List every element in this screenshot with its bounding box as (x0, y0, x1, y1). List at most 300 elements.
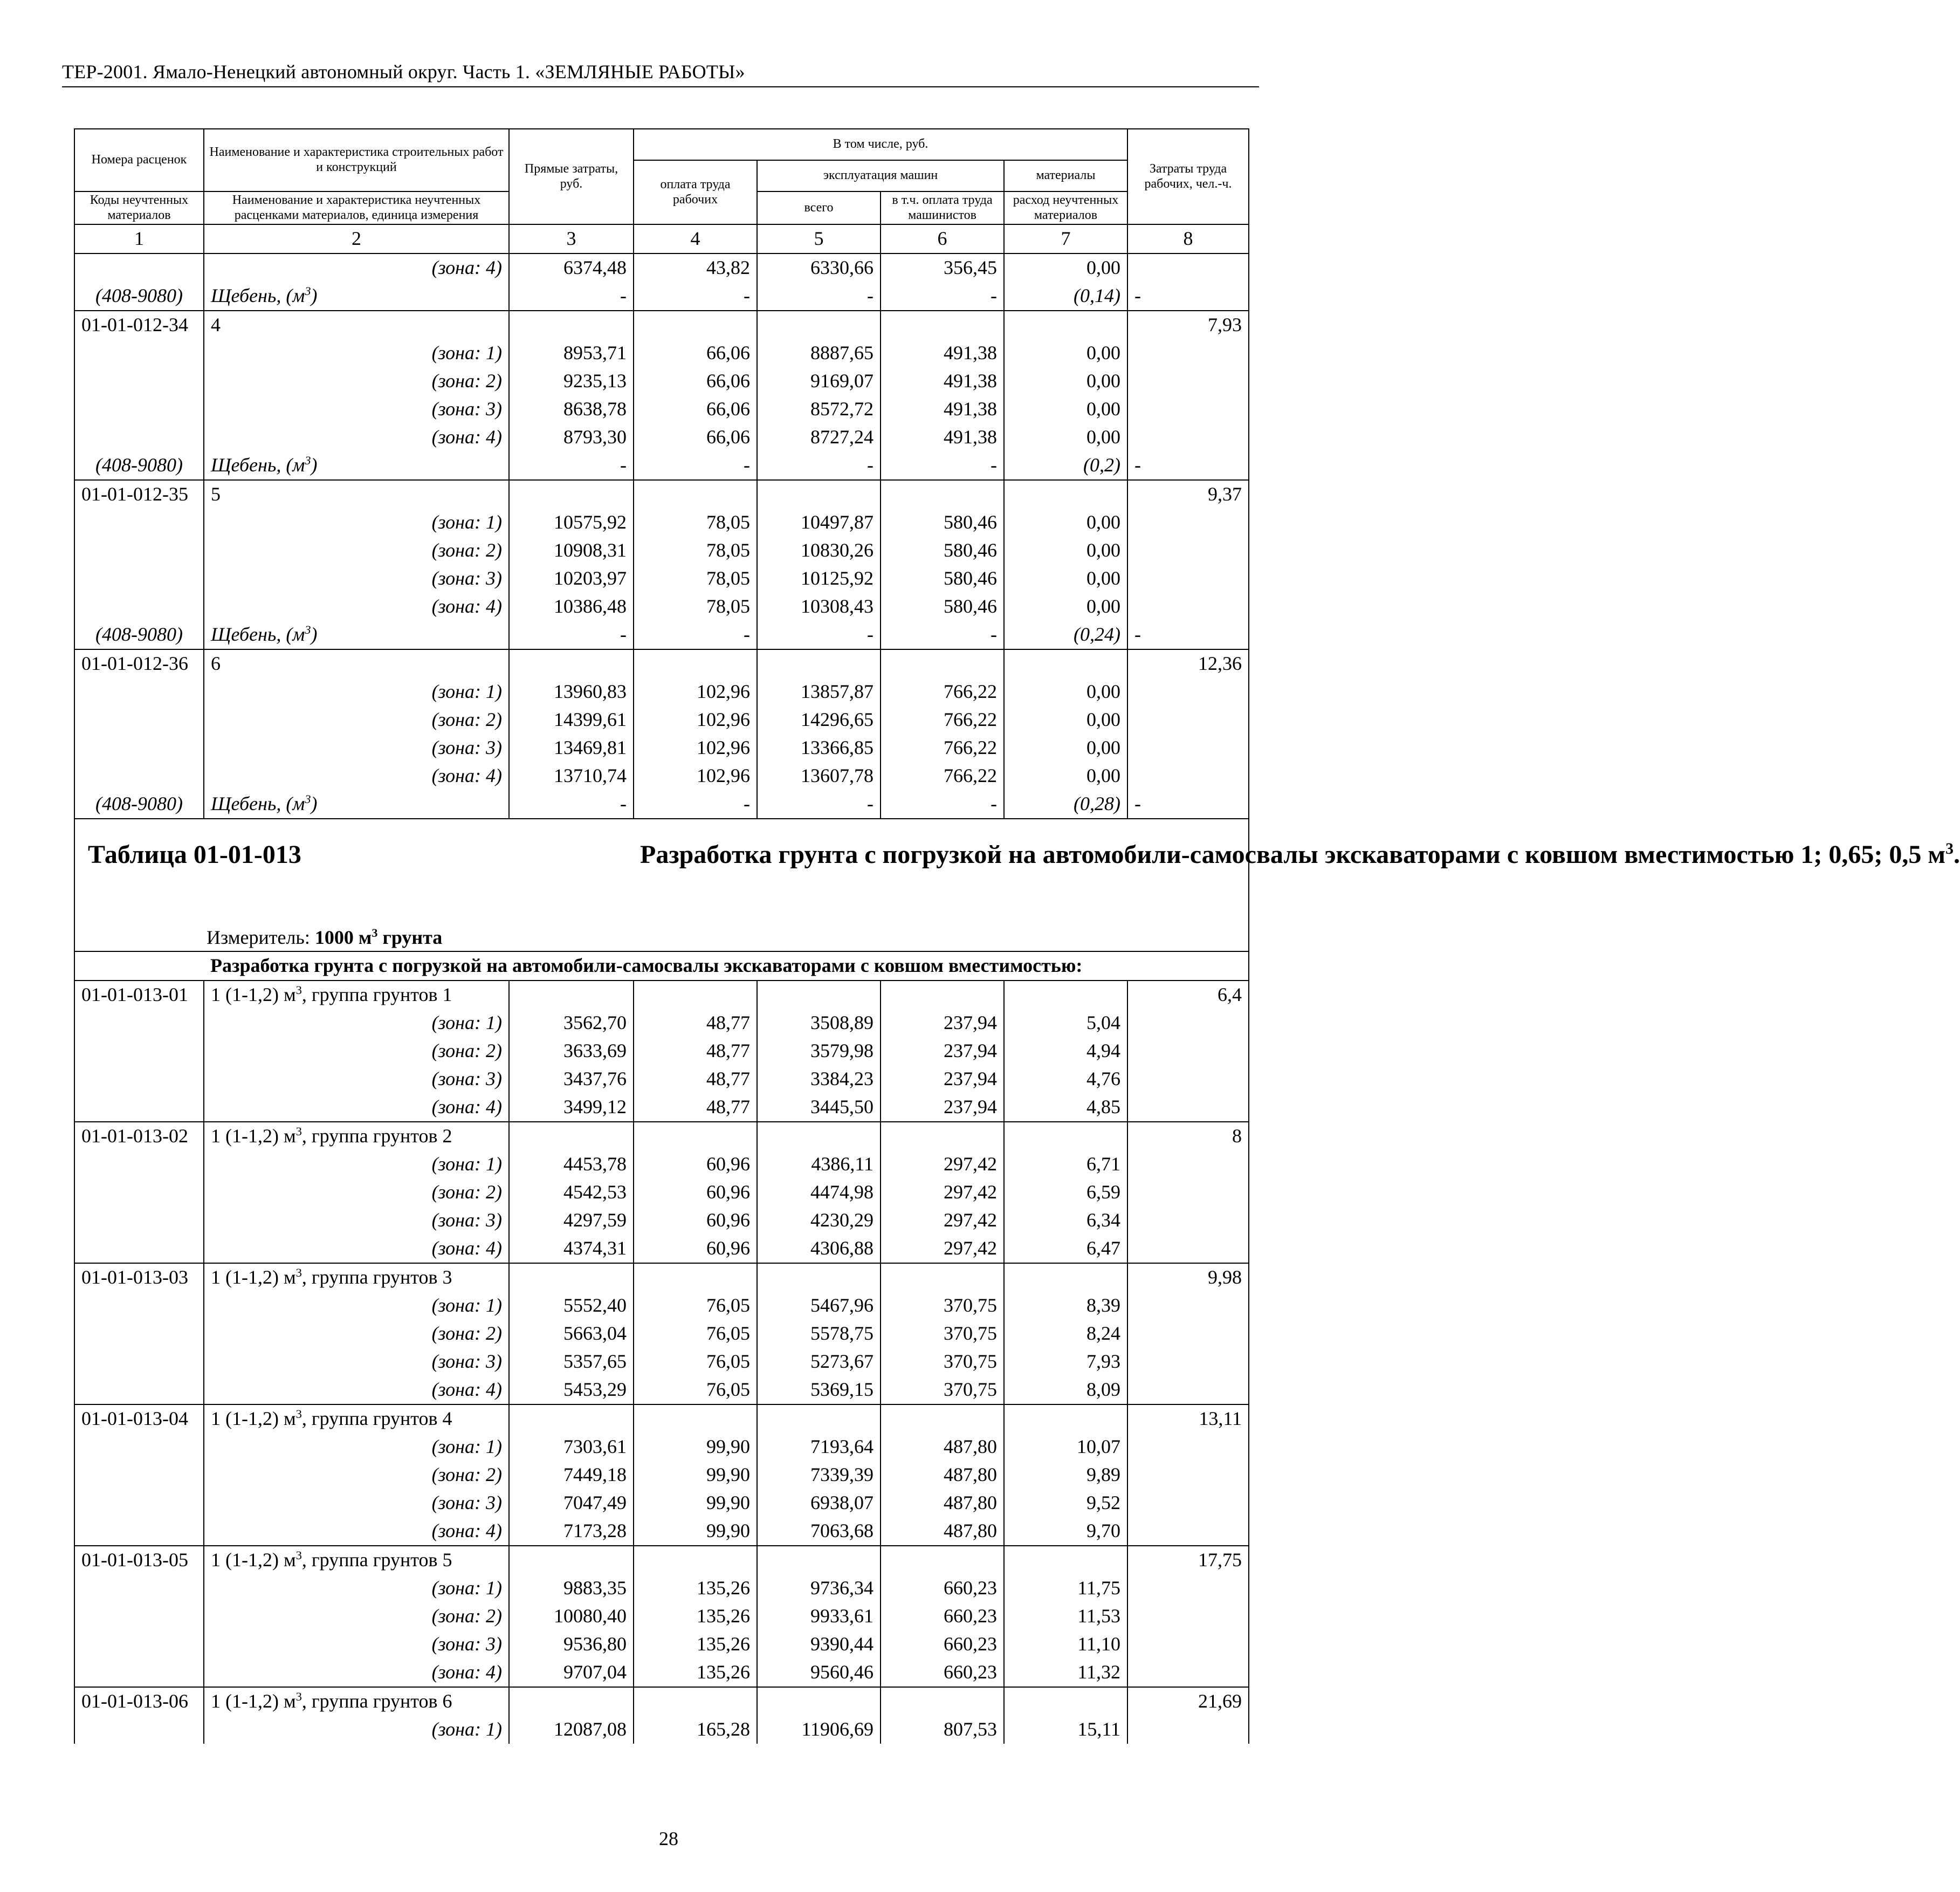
table-row (74, 1348, 1249, 1376)
work-description: (зона: 4) (204, 1235, 509, 1263)
worker-wage (634, 649, 757, 678)
table-title-cell (634, 819, 1960, 951)
machines-total: 5578,75 (757, 1320, 881, 1348)
labor-cost: 13,11 (1127, 1404, 1249, 1433)
work-description: (зона: 2) (204, 1602, 509, 1630)
material-use: 0,00 (1004, 423, 1127, 451)
labor-cost: 9,37 (1127, 480, 1249, 509)
rate-code: 01-01-013-01 (74, 981, 204, 1009)
machinist-wage (881, 649, 1004, 678)
machines-total: 10125,92 (757, 565, 881, 593)
machines-total (757, 1546, 881, 1574)
material-quantity: (0,14) (1004, 282, 1127, 311)
worker-wage: 135,26 (634, 1602, 757, 1630)
direct-cost: 9536,80 (509, 1630, 634, 1658)
worker-wage (634, 480, 757, 509)
worker-wage: 78,05 (634, 565, 757, 593)
labor-cost (1127, 706, 1249, 734)
direct-cost: 10575,92 (509, 509, 634, 537)
machines-total: 9169,07 (757, 367, 881, 395)
material-use: 0,00 (1004, 734, 1127, 762)
unit-power: 3 (295, 1125, 302, 1139)
work-description: (зона: 2) (204, 537, 509, 565)
machinist-wage: 370,75 (881, 1348, 1004, 1376)
rate-code (74, 1348, 204, 1376)
dash: - (634, 621, 757, 649)
work-description: 5 (204, 480, 509, 509)
machines-total: 8727,24 (757, 423, 881, 451)
section-heading: Разработка грунта с погрузкой на автомобили-самосвалы экскаваторами с ковшом вместимостью: (204, 951, 1249, 981)
direct-cost: 10203,97 (509, 565, 634, 593)
work-description: (зона: 2) (204, 706, 509, 734)
unit-power: 3 (305, 284, 311, 298)
direct-cost: 3633,69 (509, 1037, 634, 1065)
rate-code (74, 423, 204, 451)
machinist-wage: 487,80 (881, 1489, 1004, 1517)
work-description: (зона: 1) (204, 1716, 509, 1744)
material-use: 9,70 (1004, 1517, 1127, 1546)
table-row (74, 1630, 1249, 1658)
work-description: (зона: 1) (204, 1574, 509, 1602)
machines-total: 3579,98 (757, 1037, 881, 1065)
machines-total (757, 1122, 881, 1150)
machines-total: 4230,29 (757, 1207, 881, 1235)
rate-code (74, 1517, 204, 1546)
dash: - (757, 451, 881, 480)
machinist-wage: 580,46 (881, 593, 1004, 621)
worker-wage: 99,90 (634, 1461, 757, 1489)
page-number: 28 (659, 1828, 678, 1849)
machines-total: 5467,96 (757, 1292, 881, 1320)
material-name-text: Щебень, (м (211, 793, 305, 815)
work-description: (зона: 3) (204, 1630, 509, 1658)
machinist-wage: 660,23 (881, 1630, 1004, 1658)
col-number: 4 (634, 224, 757, 253)
rate-code (74, 1602, 204, 1630)
labor-cost (1127, 1602, 1249, 1630)
table-row (74, 395, 1249, 423)
machinist-wage: 580,46 (881, 537, 1004, 565)
rate-code: 01-01-012-35 (74, 480, 204, 509)
labor-cost: 17,75 (1127, 1546, 1249, 1574)
work-name-text: , группа грунтов 4 (301, 1408, 452, 1430)
direct-cost: 5453,29 (509, 1376, 634, 1404)
direct-cost: 9707,04 (509, 1658, 634, 1687)
worker-wage: 48,77 (634, 1093, 757, 1122)
labor-cost (1127, 1235, 1249, 1263)
material-use: 9,52 (1004, 1489, 1127, 1517)
rate-code (74, 1292, 204, 1320)
material-use (1004, 480, 1127, 509)
material-code: (408-9080) (74, 621, 204, 649)
dash: - (509, 790, 634, 819)
worker-wage: 48,77 (634, 1009, 757, 1037)
material-use: 11,10 (1004, 1630, 1127, 1658)
material-use: 10,07 (1004, 1433, 1127, 1461)
worker-wage: 43,82 (634, 253, 757, 282)
direct-cost: 4453,78 (509, 1150, 634, 1178)
direct-cost: 9235,13 (509, 367, 634, 395)
col-head-including: В том числе, руб. (634, 129, 1127, 160)
worker-wage (634, 311, 757, 339)
unit-power: 3 (305, 792, 311, 806)
work-description: (зона: 2) (204, 1037, 509, 1065)
labor-cost (1127, 253, 1249, 282)
machines-total: 10308,43 (757, 593, 881, 621)
table-row (74, 565, 1249, 593)
material-use (1004, 1687, 1127, 1716)
labor-cost (1127, 1150, 1249, 1178)
col-head-material-codes: Коды неучтенных материалов (74, 191, 204, 224)
material-use: 0,00 (1004, 395, 1127, 423)
material-use: 0,00 (1004, 537, 1127, 565)
table-row (74, 1292, 1249, 1320)
work-description: (зона: 3) (204, 565, 509, 593)
direct-cost: 12087,08 (509, 1716, 634, 1744)
labor-cost: 12,36 (1127, 649, 1249, 678)
machines-total: 9560,46 (757, 1658, 881, 1687)
table-row (74, 593, 1249, 621)
material-use: 0,00 (1004, 565, 1127, 593)
material-name-text: Щебень, (м (211, 285, 305, 307)
machines-total (757, 1687, 881, 1716)
labor-cost (1127, 509, 1249, 537)
material-use: 4,76 (1004, 1065, 1127, 1093)
rate-code (74, 1376, 204, 1404)
worker-wage (634, 981, 757, 1009)
worker-wage: 78,05 (634, 509, 757, 537)
dash: - (881, 790, 1004, 819)
worker-wage: 76,05 (634, 1292, 757, 1320)
unit-power: 3 (295, 1266, 302, 1280)
machines-total: 9933,61 (757, 1602, 881, 1630)
table-row (74, 1376, 1249, 1404)
table-row (74, 981, 1249, 1009)
direct-cost: 5663,04 (509, 1320, 634, 1348)
work-description: 6 (204, 649, 509, 678)
labor-cost (1127, 423, 1249, 451)
material-use: 0,00 (1004, 339, 1127, 367)
work-name-text: 1 (1-1,2) м (211, 1549, 296, 1571)
work-description: (зона: 1) (204, 678, 509, 706)
worker-wage (634, 1122, 757, 1150)
material-use: 6,47 (1004, 1235, 1127, 1263)
table-row (74, 819, 1249, 951)
machines-total: 11906,69 (757, 1716, 881, 1744)
machines-total (757, 1263, 881, 1292)
labor-cost: 8 (1127, 1122, 1249, 1150)
material-use: 6,34 (1004, 1207, 1127, 1235)
machinist-wage (881, 311, 1004, 339)
table-row (74, 1263, 1249, 1292)
material-use: 0,00 (1004, 762, 1127, 790)
machines-total: 4306,88 (757, 1235, 881, 1263)
material-name-text: ) (311, 623, 318, 646)
dash: - (509, 282, 634, 311)
unit-power: 3 (295, 1690, 302, 1704)
worker-wage: 60,96 (634, 1150, 757, 1178)
table-row (74, 790, 1249, 819)
table-row (74, 1517, 1249, 1546)
material-name-text: ) (311, 285, 318, 307)
worker-wage: 99,90 (634, 1517, 757, 1546)
table-row (74, 951, 1249, 981)
table-row (74, 1320, 1249, 1348)
labor-cost: 21,69 (1127, 1687, 1249, 1716)
table-row (74, 423, 1249, 451)
table-title (640, 840, 1960, 870)
material-name (204, 451, 509, 480)
table-row (74, 678, 1249, 706)
rate-code (74, 1093, 204, 1122)
labor-cost (1127, 1517, 1249, 1546)
rate-code (74, 593, 204, 621)
work-name-text: 1 (1-1,2) м (211, 1125, 296, 1147)
labor-cost (1127, 678, 1249, 706)
table-row (74, 1150, 1249, 1178)
worker-wage (634, 1404, 757, 1433)
machinist-wage: 491,38 (881, 339, 1004, 367)
material-use: 0,00 (1004, 509, 1127, 537)
machines-total: 4386,11 (757, 1150, 881, 1178)
work-description: (зона: 3) (204, 734, 509, 762)
unit-power: 3 (295, 1407, 302, 1421)
rate-code (74, 678, 204, 706)
material-name-text: ) (311, 454, 318, 476)
work-description (204, 1122, 509, 1150)
worker-wage: 102,96 (634, 734, 757, 762)
work-description: (зона: 1) (204, 1433, 509, 1461)
machines-total (757, 1404, 881, 1433)
work-description: (зона: 3) (204, 1489, 509, 1517)
rate-code (74, 1235, 204, 1263)
table-row (74, 1178, 1249, 1207)
work-description: 4 (204, 311, 509, 339)
rate-code (74, 1150, 204, 1178)
machinist-wage: 487,80 (881, 1433, 1004, 1461)
table-title-text: . (1953, 840, 1960, 869)
material-use: 0,00 (1004, 367, 1127, 395)
rate-code: 01-01-013-03 (74, 1263, 204, 1292)
dash: - (757, 282, 881, 311)
worker-wage: 135,26 (634, 1630, 757, 1658)
material-use (1004, 1546, 1127, 1574)
direct-cost (509, 311, 634, 339)
rate-code (74, 339, 204, 367)
work-name-text: , группа грунтов 2 (301, 1125, 452, 1147)
labor-cost (1127, 734, 1249, 762)
material-use (1004, 1404, 1127, 1433)
machinist-wage: 237,94 (881, 1037, 1004, 1065)
worker-wage: 135,26 (634, 1658, 757, 1687)
table-row (74, 1658, 1249, 1687)
material-code: (408-9080) (74, 451, 204, 480)
work-description: (зона: 3) (204, 1207, 509, 1235)
machines-total: 8887,65 (757, 339, 881, 367)
material-code: (408-9080) (74, 790, 204, 819)
labor-cost (1127, 1009, 1249, 1037)
labor-cost (1127, 1065, 1249, 1093)
machinist-wage: 766,22 (881, 706, 1004, 734)
work-description: (зона: 4) (204, 423, 509, 451)
direct-cost (509, 1404, 634, 1433)
labor-cost (1127, 1574, 1249, 1602)
table-row (74, 1122, 1249, 1150)
machinist-wage: 297,42 (881, 1207, 1004, 1235)
labor-cost (1127, 537, 1249, 565)
material-name-text: Щебень, (м (211, 623, 305, 646)
worker-wage: 60,96 (634, 1207, 757, 1235)
machines-total: 9390,44 (757, 1630, 881, 1658)
material-use: 6,59 (1004, 1178, 1127, 1207)
worker-wage: 48,77 (634, 1065, 757, 1093)
rate-code (74, 367, 204, 395)
dash: - (757, 790, 881, 819)
work-description: (зона: 1) (204, 339, 509, 367)
col-head-machinist-wage: в т.ч. оплата труда машинистов (881, 191, 1004, 224)
labor-cost (1127, 593, 1249, 621)
worker-wage (634, 1263, 757, 1292)
dash: - (1127, 621, 1249, 649)
labor-cost (1127, 1376, 1249, 1404)
work-description: (зона: 4) (204, 1093, 509, 1122)
labor-cost: 6,4 (1127, 981, 1249, 1009)
col-number: 7 (1004, 224, 1127, 253)
material-name-text: ) (311, 793, 318, 815)
table-row (74, 762, 1249, 790)
direct-cost: 7303,61 (509, 1433, 634, 1461)
rate-code (74, 1037, 204, 1065)
rate-code (74, 1630, 204, 1658)
direct-cost: 13710,74 (509, 762, 634, 790)
labor-cost (1127, 1461, 1249, 1489)
machines-total: 13607,78 (757, 762, 881, 790)
table-row (74, 311, 1249, 339)
table-row (74, 451, 1249, 480)
work-description: (зона: 4) (204, 762, 509, 790)
worker-wage: 99,90 (634, 1433, 757, 1461)
labor-cost (1127, 565, 1249, 593)
col-head-machines: эксплуатация машин (757, 160, 1004, 191)
labor-cost (1127, 1433, 1249, 1461)
rate-code (74, 1009, 204, 1037)
unit-power: 3 (1945, 840, 1954, 858)
direct-cost: 3499,12 (509, 1093, 634, 1122)
material-use: 5,04 (1004, 1009, 1127, 1037)
labor-cost (1127, 1630, 1249, 1658)
rate-code (74, 1658, 204, 1687)
machinist-wage: 370,75 (881, 1376, 1004, 1404)
machines-total: 6938,07 (757, 1489, 881, 1517)
direct-cost: 4542,53 (509, 1178, 634, 1207)
table-row (74, 480, 1249, 509)
machinist-wage: 370,75 (881, 1292, 1004, 1320)
machines-total: 8572,72 (757, 395, 881, 423)
rate-code: 01-01-013-04 (74, 1404, 204, 1433)
material-use: 7,93 (1004, 1348, 1127, 1376)
dash: - (881, 451, 1004, 480)
machines-total (757, 981, 881, 1009)
machinist-wage: 297,42 (881, 1235, 1004, 1263)
machines-total (757, 480, 881, 509)
rate-code (74, 253, 204, 282)
col-head-work-name: Наименование и характеристика строительных работ и конструкций (204, 129, 509, 191)
labor-cost (1127, 367, 1249, 395)
worker-wage (634, 1546, 757, 1574)
rate-code: 01-01-013-02 (74, 1122, 204, 1150)
table-row (74, 509, 1249, 537)
dash: - (881, 621, 1004, 649)
machinist-wage (881, 1546, 1004, 1574)
col-number: 5 (757, 224, 881, 253)
document-header-title: ТЕР-2001. Ямало-Ненецкий автономный округ. Часть 1. «ЗЕМЛЯНЫЕ РАБОТЫ» (62, 61, 745, 83)
col-head-material-use: расход неучтенных материалов (1004, 191, 1127, 224)
rate-code (74, 1207, 204, 1235)
table-row (74, 339, 1249, 367)
table-row (74, 537, 1249, 565)
worker-wage: 66,06 (634, 367, 757, 395)
table-label: Таблица 01-01-013 (88, 840, 301, 869)
measure-unit-value (315, 927, 442, 948)
machinist-wage: 487,80 (881, 1517, 1004, 1546)
machines-total: 3445,50 (757, 1093, 881, 1122)
direct-cost: 14399,61 (509, 706, 634, 734)
direct-cost: 8793,30 (509, 423, 634, 451)
direct-cost: 8638,78 (509, 395, 634, 423)
work-description: (зона: 4) (204, 593, 509, 621)
worker-wage: 66,06 (634, 423, 757, 451)
machinist-wage: 370,75 (881, 1320, 1004, 1348)
rate-code (74, 395, 204, 423)
worker-wage: 78,05 (634, 537, 757, 565)
direct-cost: 10080,40 (509, 1602, 634, 1630)
machinist-wage: 660,23 (881, 1574, 1004, 1602)
direct-cost: 9883,35 (509, 1574, 634, 1602)
machinist-wage: 237,94 (881, 1065, 1004, 1093)
unit-power: 3 (305, 623, 311, 637)
labor-cost: 9,98 (1127, 1263, 1249, 1292)
table-label-cell (74, 819, 634, 951)
work-description: (зона: 3) (204, 1348, 509, 1376)
direct-cost: 6374,48 (509, 253, 634, 282)
rate-code (74, 1433, 204, 1461)
machines-total: 3384,23 (757, 1065, 881, 1093)
machinist-wage: 807,53 (881, 1716, 1004, 1744)
table-row (74, 282, 1249, 311)
machines-total: 10830,26 (757, 537, 881, 565)
work-description: (зона: 2) (204, 1461, 509, 1489)
material-name-text: Щебень, (м (211, 454, 305, 476)
table-row (74, 1716, 1249, 1744)
machines-total: 6330,66 (757, 253, 881, 282)
material-use: 6,71 (1004, 1150, 1127, 1178)
direct-cost (509, 1122, 634, 1150)
table-row (74, 253, 1249, 282)
machines-total: 5369,15 (757, 1376, 881, 1404)
labor-cost: 7,93 (1127, 311, 1249, 339)
machines-total (757, 311, 881, 339)
labor-cost (1127, 339, 1249, 367)
measure-unit-label: Измеритель: (207, 927, 315, 949)
table-row (74, 1574, 1249, 1602)
material-use: 11,32 (1004, 1658, 1127, 1687)
table-row (74, 1037, 1249, 1065)
machinist-wage: 660,23 (881, 1658, 1004, 1687)
worker-wage: 76,05 (634, 1376, 757, 1404)
col-number: 8 (1127, 224, 1249, 253)
table-row (74, 734, 1249, 762)
rate-code: 01-01-012-34 (74, 311, 204, 339)
